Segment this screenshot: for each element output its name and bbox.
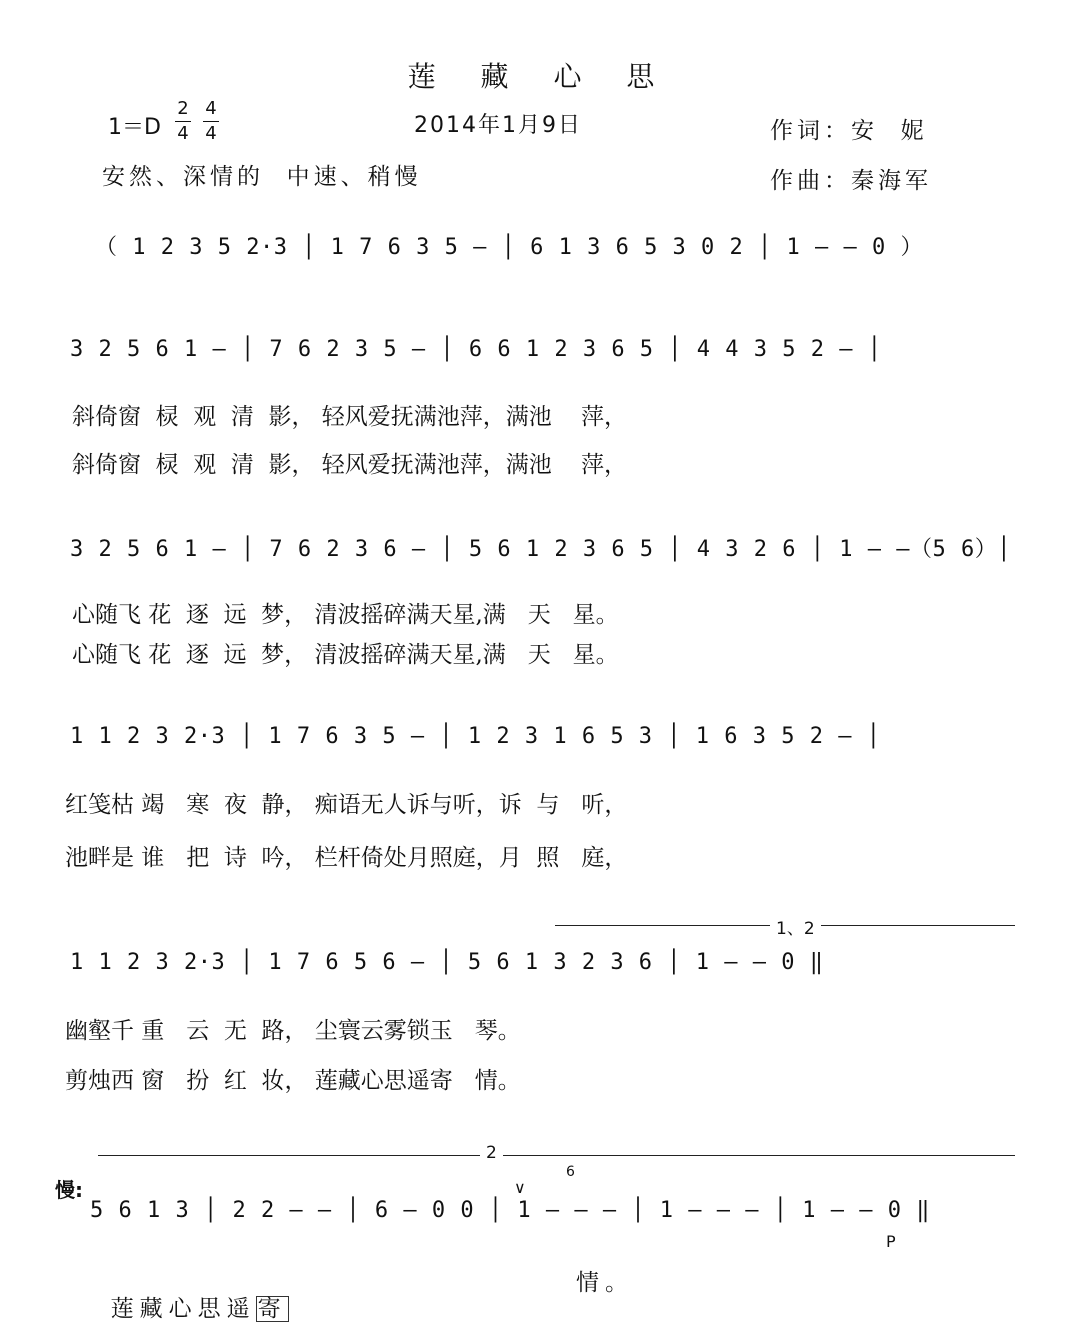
lyrics-line-1b: 斜倚窗 棂 观 清 影， 轻风爱抚满池萍，满池 萍， bbox=[72, 452, 628, 478]
notes-line-4: 1 1 2 3 2·3 │ 1 7 6 5 6 — │ 5 6 1 3 2 3 6 │ 1 — — 0 ‖ bbox=[70, 950, 824, 975]
lyrics-line-3b: 池畔是 谁 把 诗 吟， 栏杆倚处月照庭，月 照 庭， bbox=[65, 845, 628, 871]
composer-credit: 作曲：秦海军 bbox=[770, 168, 932, 194]
dynamic-piano: P bbox=[886, 1232, 896, 1251]
volta-label-2: 2 bbox=[480, 1143, 503, 1163]
lyrics-line-4b: 剪烛西 窗 扮 红 妆， 莲藏心思遥寄 情。 bbox=[65, 1068, 521, 1094]
volta-label-1-2: 1、2 bbox=[770, 914, 821, 939]
time-sig-top: 4 bbox=[205, 98, 217, 119]
lyrics-line-4a: 幽壑千 重 云 无 路， 尘寰云雾锁玉 琴。 bbox=[65, 1018, 521, 1044]
time-signature-2-4 bbox=[175, 98, 191, 145]
coda-notes: 5 6 1 3 │ 2 2 — — │ 6 — 0 0 │ 1 — — — │ 1 — — — │ 1 — — 0 ‖ bbox=[90, 1198, 930, 1223]
lyrics-line-2a: 心随飞 花 逐 远 梦， 清波摇碎满天星,满 天 星。 bbox=[72, 602, 619, 628]
coda-lyrics-end: 情。 bbox=[576, 1270, 634, 1296]
key-signature: 1＝D bbox=[108, 115, 161, 140]
composition-date: 2014年1月9日 bbox=[414, 113, 582, 138]
volta-bracket-2 bbox=[98, 1155, 1015, 1156]
time-signature-4-4 bbox=[203, 98, 219, 145]
grace-note: 6 bbox=[566, 1164, 575, 1180]
notes-line-3: 1 1 2 3 2·3 │ 1 7 6 3 5 — │ 1 2 3 1 6 5 3 │ 1 6 3 5 2 — │ bbox=[70, 724, 881, 749]
notes-line-2: 3 2 5 6 1 — │ 7 6 2 3 6 — │ 5 6 1 2 3 6 5 │ 4 3 2 6 │ 1 — —（5 6）│ bbox=[70, 537, 1011, 562]
coda-lyrics-boxed-char: 寄 bbox=[257, 1296, 287, 1322]
lyrics-line-1a: 斜倚窗 棂 观 清 影， 轻风爱抚满池萍，满池 萍， bbox=[72, 404, 628, 430]
tempo-marking: 安然、深情的 中速、稍慢 bbox=[102, 164, 422, 190]
song-title: 莲 藏 心 思 bbox=[407, 60, 673, 93]
notes-line-1: 3 2 5 6 1 — │ 7 6 2 3 5 — │ 6 6 1 2 3 6 5 │ 4 4 3 5 2 — │ bbox=[70, 337, 882, 362]
coda-lyrics-text: 莲藏心思遥 bbox=[110, 1296, 256, 1322]
time-sig-bottom: 4 bbox=[177, 123, 189, 144]
breath-mark: ∨ bbox=[514, 1178, 526, 1197]
intro-notes: （ 1 2 3 5 2·3 │ 1 7 6 3 5 — │ 6 1 3 6 5 3 0 2 │ 1 — — 0 ） bbox=[95, 235, 923, 260]
time-sig-bottom: 4 bbox=[205, 123, 217, 144]
time-sig-top: 2 bbox=[177, 98, 189, 119]
lyricist-credit: 作词：安 妮 bbox=[770, 118, 928, 144]
lyrics-line-2b: 心随飞 花 逐 远 梦， 清波摇碎满天星,满 天 星。 bbox=[72, 642, 619, 668]
slow-tempo-mark: 慢: bbox=[55, 1178, 83, 1202]
lyrics-line-3a: 红笺枯 竭 寒 夜 静， 痴语无人诉与听，诉 与 听， bbox=[65, 792, 628, 818]
coda-lyrics bbox=[84, 1264, 289, 1323]
